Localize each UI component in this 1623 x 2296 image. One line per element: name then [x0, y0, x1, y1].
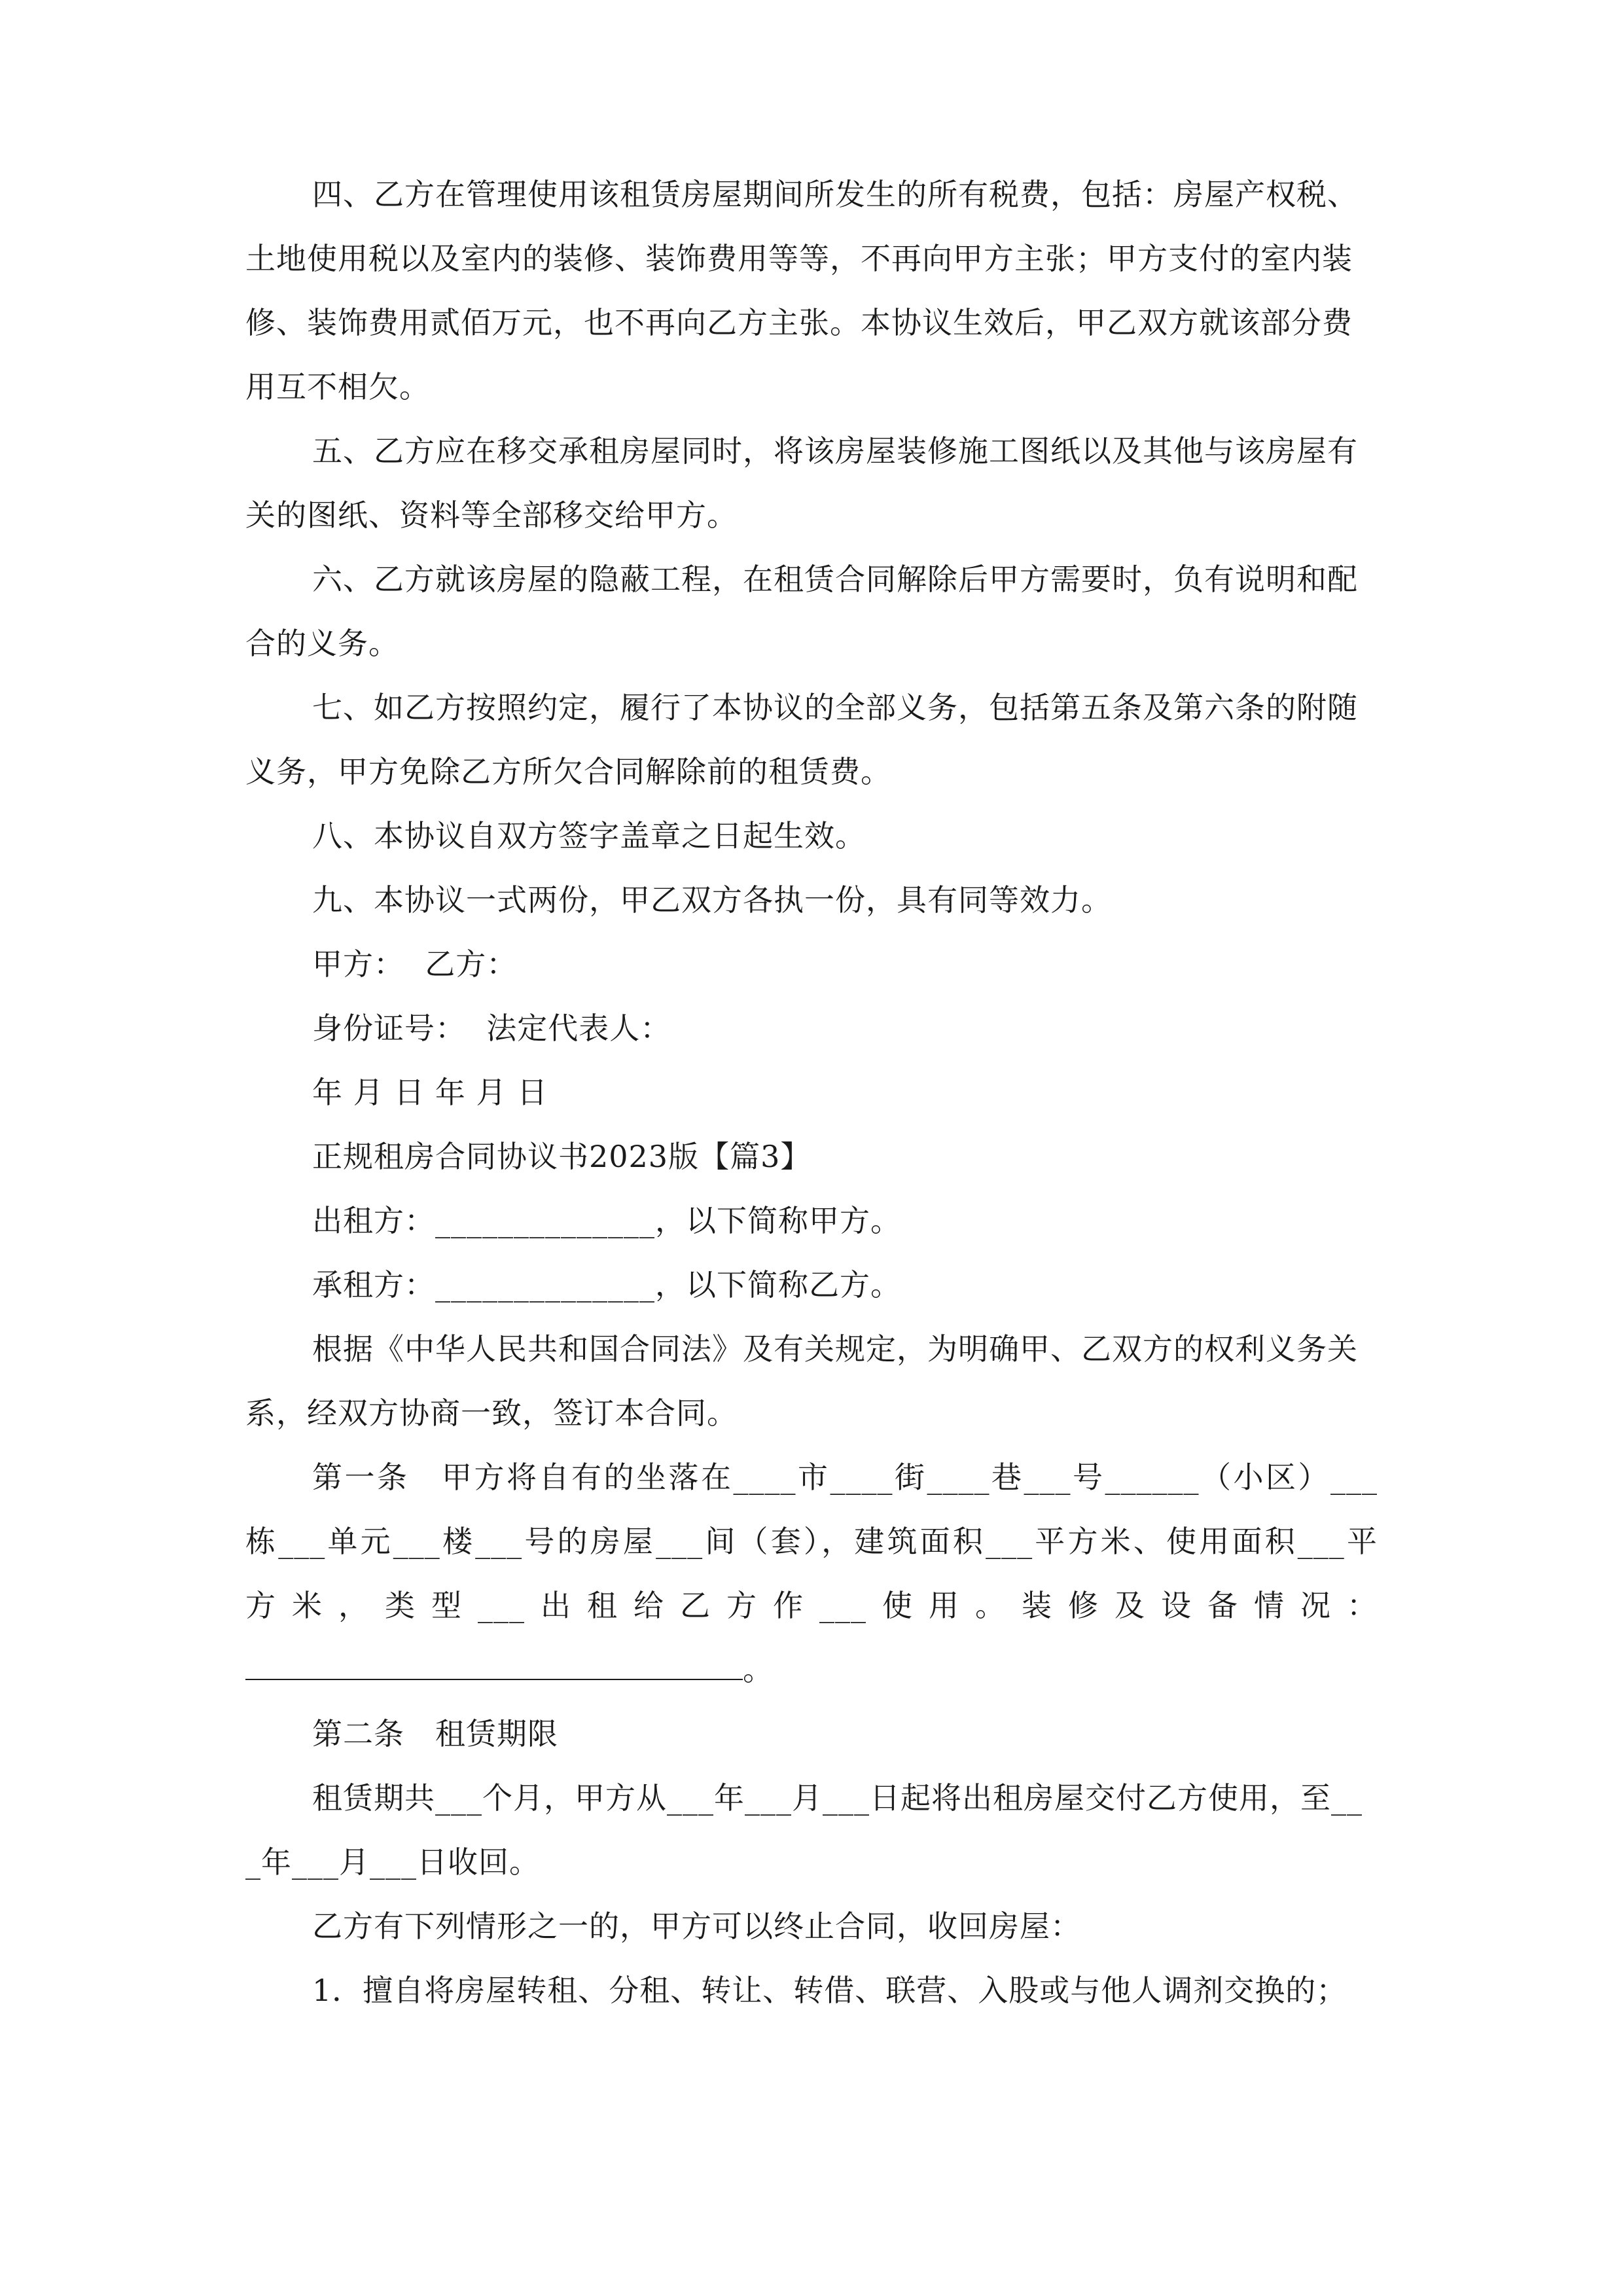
paragraph-article-5: 五、乙方应在移交承租房屋同时，将该房屋装修施工图纸以及其他与该房屋有关的图纸、资料等全部移交给甲方。: [245, 433, 1358, 533]
article-1-line-3: 方米，类型___出租给乙方作___使用。装修及设备情况：: [245, 1588, 1378, 1623]
section-title: 正规租房合同协议书2023版【篇3】: [312, 1139, 812, 1174]
termination-intro: 乙方有下列情形之一的，甲方可以终止合同，收回房屋：: [312, 1909, 1081, 1944]
paragraph-article-4: 四、乙方在管理使用该租赁房屋期间所发生的所有税费，包括：房屋产权税、土地使用税以及室内的装修、装饰费用等等，不再向甲方主张；甲方支付的室内装修、装饰费用贰佰万元，也不再向乙方主张。本协议生效后，甲乙双方就该部分费用互不相欠。: [245, 177, 1358, 404]
article-1-line-4: [245, 1638, 1378, 1702]
fill-in-blank-rule: [245, 1650, 743, 1680]
signature-parties: 甲方： 乙方：: [312, 946, 518, 982]
article-1-line-2: 栋___单元___楼___号的房屋___间（套），建筑面积___平方米、使用面积___平: [245, 1524, 1378, 1559]
article-2-title: 第二条 租赁期限: [312, 1716, 558, 1751]
article-1-line-1: 第一条 甲方将自有的坐落在____市____街____巷___号______（小区）___: [312, 1460, 1378, 1495]
paragraph-article-8: 八、本协议自双方签字盖章之日起生效。: [312, 818, 866, 853]
signature-ids: 身份证号： 法定代表人：: [312, 1011, 671, 1046]
lessor-line: 出租方：______________，以下简称甲方。: [312, 1203, 901, 1238]
paragraph-article-6: 六、乙方就该房屋的隐蔽工程，在租赁合同解除后甲方需要时，负有说明和配合的义务。: [245, 562, 1358, 661]
article-2-body: 租赁期共___个月，甲方从___年___月___日起将出租房屋交付乙方使用，至___年___月___日收回。: [245, 1780, 1363, 1880]
signature-dates: 年 月 日 年 月 日: [312, 1075, 548, 1110]
paragraph-article-9: 九、本协议一式两份，甲乙双方各执一份，具有同等效力。: [312, 882, 1112, 918]
article-1-line-4-end: 。: [743, 1652, 774, 1687]
contract-basis: 根据《中华人民共和国合同法》及有关规定，为明确甲、乙双方的权利义务关系，经双方协商一致，签订本合同。: [245, 1331, 1358, 1431]
document-page: [245, 162, 1378, 2022]
lessee-line: 承租方：______________，以下简称乙方。: [312, 1267, 901, 1302]
paragraph-article-7: 七、如乙方按照约定，履行了本协议的全部义务，包括第五条及第六条的附随义务，甲方免除乙方所欠合同解除前的租赁费。: [245, 690, 1358, 789]
termination-item-1: 1．擅自将房屋转租、分租、转让、转借、联营、入股或与他人调剂交换的；: [312, 1973, 1347, 2008]
